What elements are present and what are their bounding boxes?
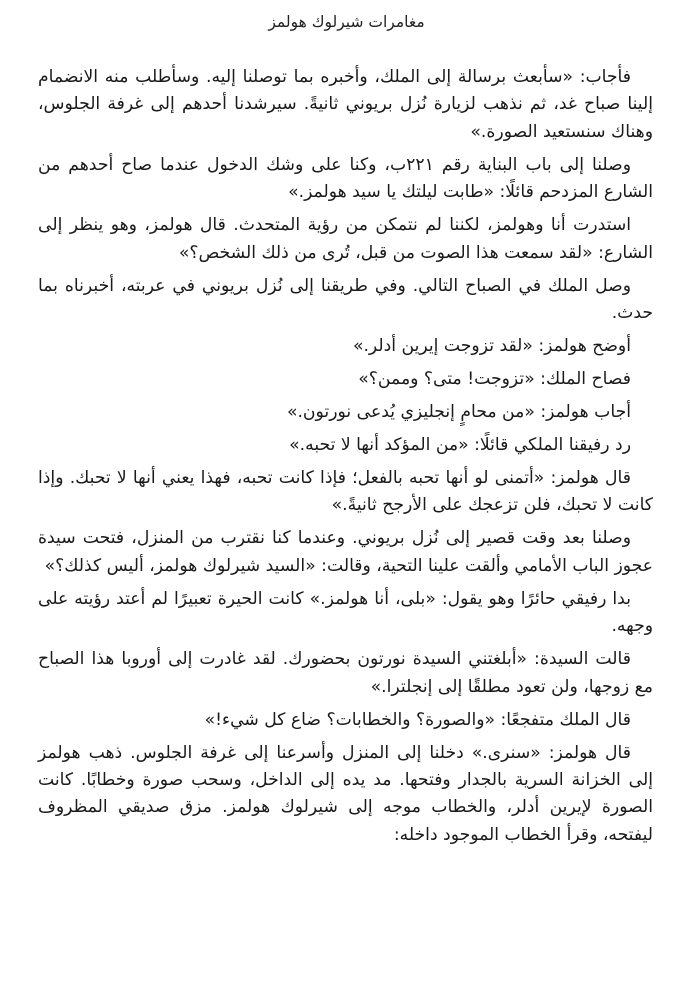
paragraph: بدا رفيقي حائرًا وهو يقول: «بلى، أنا هولمز.» كانت الحيرة تعبيرًا لم أعتد رؤيته على وجهه. <box>38 588 653 637</box>
paragraph: وصلنا إلى باب البناية رقم ٢٢١ب، وكنا على وشك الدخول عندما صاح أحدهم من الشارع المزدحم قائلًا: «طابت ليلتك يا سيد هولمز.» <box>38 154 653 203</box>
body-text <box>38 64 653 855</box>
paragraph: أوضح هولمز: «لقد تزوجت إيرين أدلر.» <box>352 336 631 357</box>
paragraph: وصلنا بعد وقت قصير إلى نُزل بريوني. وعندما كنا نقترب من المنزل، فتحت سيدة عجوز الباب الأمامي وألقت علينا التحية، وقالت: «السيد شيرلوك هولمز، أليس كذلك؟» <box>38 528 653 576</box>
paragraph: أجاب هولمز: «من محامٍ إنجليزي يُدعى نورتون.» <box>286 402 631 423</box>
paragraph: رد رفيقنا الملكي قائلًا: «من المؤكد أنها لا تحبه.» <box>289 435 631 456</box>
running-header: مغامرات شيرلوك هولمز <box>268 13 425 31</box>
paragraph: قالت السيدة: «أبلغتني السيدة نورتون بحضورك. لقد غادرت إلى أوروبا هذا الصباح مع زوجها، ولن تعود مطلقًا إلى إنجلترا.» <box>38 649 653 697</box>
paragraph: قال هولمز: «سنرى.» دخلنا إلى المنزل وأسرعنا إلى غرفة الجلوس. ذهب هولمز إلى الخزانة السرية بالجدار وفتحها. مد يده إلى الداخل، وسحب صورة وخطابًا. كانت الصورة لإيرين أدلر، والخطاب موجه إلى شيرلوك هولمز. مزق صديقي المظروف ليفتحه، وقرأ الخطاب الموجود داخله: <box>38 742 653 845</box>
paragraph: استدرت أنا وهولمز، لكننا لم نتمكن من رؤية المتحدث. قال هولمز، وهو ينظر إلى الشارع: «لقد سمعت هذا الصوت من قبل، تُرى من ذلك الشخص؟» <box>38 215 653 263</box>
paragraph: قال الملك متفجعًا: «والصورة؟ والخطابات؟ ضاع كل شيء!» <box>204 709 631 730</box>
paragraph: فصاح الملك: «تزوجت! متى؟ وممن؟» <box>358 369 631 390</box>
paragraph: وصل الملك في الصباح التالي. وفي طريقنا إلى نُزل بريوني في عربته، أخبرناه بما حدث. <box>38 275 653 324</box>
paragraph: فأجاب: «سأبعث برسالة إلى الملك، وأخبره بما توصلنا إليه. وسأطلب منه الانضمام إلينا صباح غد، ثم نذهب لزيارة نُزل بريوني ثانيةً. سيرشدنا أحدهم إلى غرفة الجلوس، وهناك سنستعيد الصورة.» <box>38 67 653 142</box>
paragraph: قال هولمز: «أتمنى لو أنها تحبه بالفعل؛ فإذا كانت تحبه، فهذا يعني أنها لا تحبك. وإذا كانت لا تحبك، فلن تزعجك على الأرجح ثانيةً.» <box>38 468 653 516</box>
